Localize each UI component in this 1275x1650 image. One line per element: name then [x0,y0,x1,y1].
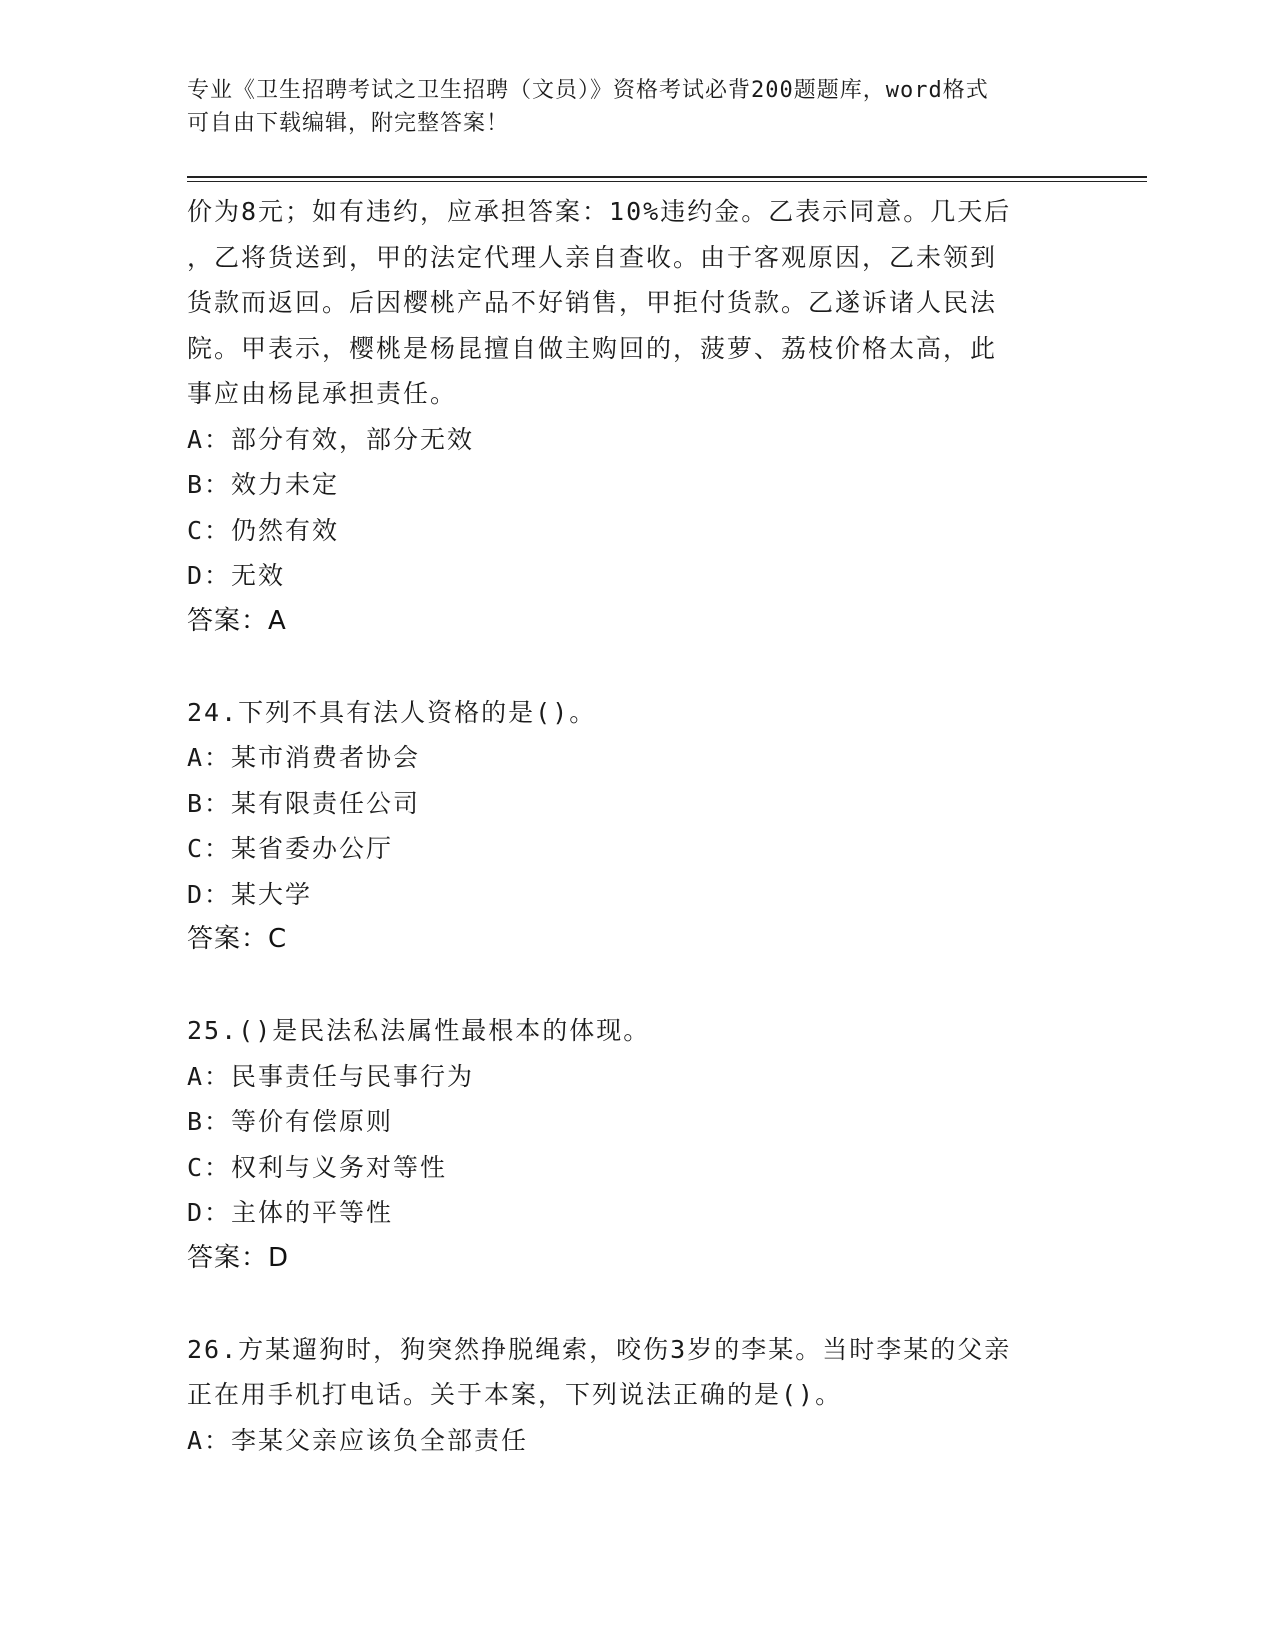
spacer [187,1281,1087,1327]
question-24-option-d: D：某大学 [187,879,313,909]
question-23-text-line: 货款而返回。后因樱桃产品不好销售，甲拒付货款。乙遂诉诸人民法 [187,288,998,317]
question-24-answer: 答案：C [187,924,288,954]
question-25-option-a: A：民事责任与民事行为 [187,1061,475,1091]
question-23-text-line: 事应由杨昆承担责任。 [187,379,458,408]
document-body [187,189,1087,1463]
question-26-block [187,1327,1087,1464]
question-24-block [187,690,1087,963]
question-23-answer: 答案：A [187,605,287,636]
question-23-block [187,189,1087,644]
question-25-text: 25.()是民法私法属性最根本的体现。 [187,1016,651,1045]
question-23-text-line: 院。甲表示，樱桃是杨昆擅自做主购回的，菠萝、荔枝价格太高，此 [187,333,998,363]
header-divider-thick [187,176,1147,178]
question-24-option-a: A：某市消费者协会 [187,743,421,772]
question-25-option-c: C：权利与义务对等性 [187,1152,448,1182]
question-25-answer: 答案：D [187,1242,290,1273]
question-26-text-line-2: 正在用手机打电话。关于本案，下列说法正确的是()。 [187,1380,843,1409]
question-25-option-d: D：主体的平等性 [187,1198,394,1227]
question-23-text-line: 价为8元；如有违约，应承担答案：10%违约金。乙表示同意。几天后 [187,197,1012,226]
spacer [187,963,1087,1009]
question-23-option-a: A：部分有效，部分无效 [187,424,475,454]
question-26-text-line-1: 26.方某遛狗时，狗突然挣脱绳索，咬伤3岁的李某。当时李某的父亲 [187,1334,1012,1364]
question-25-block [187,1008,1087,1281]
header-title-line-1: 专业《卫生招聘考试之卫生招聘（文员）》资格考试必背200题题库，word格式 [187,78,989,103]
question-23-option-c: C：仍然有效 [187,515,340,545]
header-divider-thin [187,181,1147,182]
header-title-line-2: 可自由下载编辑，附完整答案！ [187,111,510,136]
spacer [187,644,1087,690]
question-24-text: 24.下列不具有法人资格的是()。 [187,697,597,727]
question-26-option-a: A：李某父亲应该负全部责任 [187,1425,529,1455]
question-24-option-c: C：某省委办公厅 [187,834,394,863]
question-23-text-line: ，乙将货送到，甲的法定代理人亲自查收。由于客观原因，乙未领到 [187,242,998,272]
question-23-option-b: B：效力未定 [187,470,340,499]
question-23-option-d: D：无效 [187,561,286,590]
document-header [187,74,1087,140]
question-24-option-b: B：某有限责任公司 [187,788,421,818]
question-25-option-b: B：等价有偿原则 [187,1107,394,1136]
